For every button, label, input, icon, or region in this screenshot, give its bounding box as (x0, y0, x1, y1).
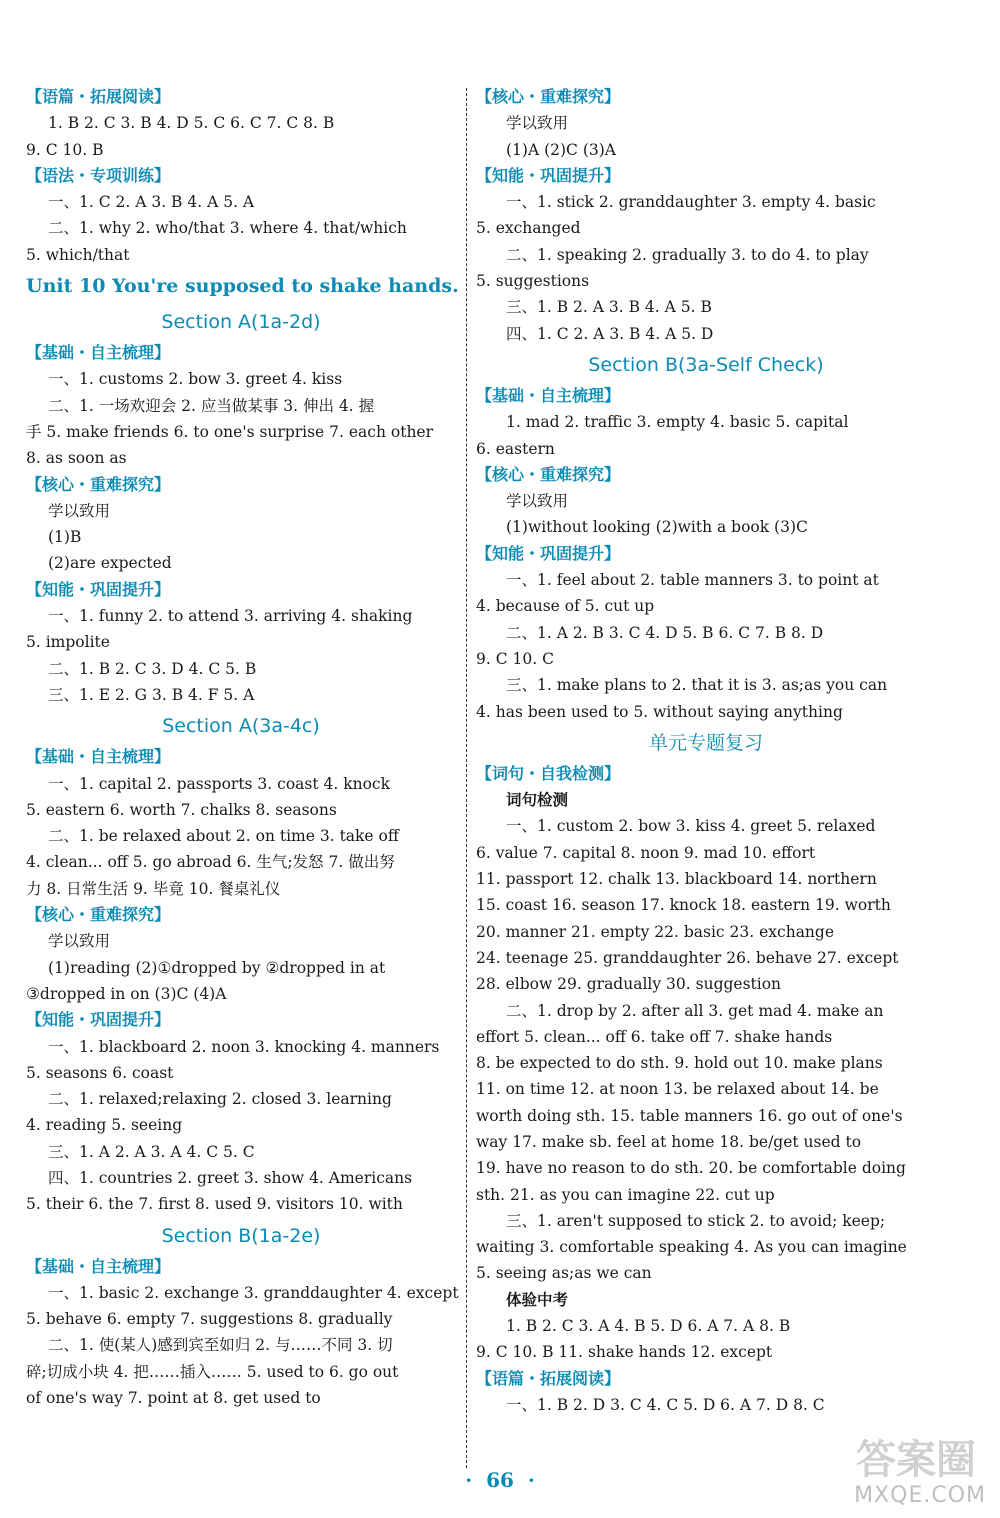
answer-line: 4. because of 5. cut up (476, 597, 655, 616)
answer-line: 11. on time 12. at noon 13. be relaxed about 14. be (476, 1080, 879, 1099)
answer-line: 力 8. 日常生活 9. 毕竟 10. 餐桌礼仪 (26, 879, 281, 898)
answer-line: 二、1. be relaxed about 2. on time 3. take off (48, 827, 399, 846)
section-heading: 【核心・重难探究】 (26, 905, 171, 925)
answer-line: 二、1. 使(某人)感到宾至如归 2. 与……不同 3. 切 (48, 1336, 393, 1355)
answer-line: 三、1. B 2. A 3. B 4. A 5. B (506, 298, 712, 317)
answer-line: 一、1. capital 2. passports 3. coast 4. knock (48, 774, 391, 793)
section-heading: 【核心・重难探究】 (476, 464, 621, 484)
answer-line: 词句检测 (506, 790, 569, 810)
answer-line: 6. value 7. capital 8. noon 9. mad 10. effort (476, 843, 816, 862)
answer-line: 学以致用 (506, 114, 569, 133)
section-title: Section A(1a-2d) (161, 311, 321, 334)
section-heading: 【知能・巩固提升】 (476, 165, 621, 185)
section-heading: 【语篇・拓展阅读】 (26, 87, 171, 106)
answer-line: 5. seasons 6. coast (26, 1063, 174, 1082)
answer-line: 9. C 10. B 11. shake hands 12. except (476, 1343, 773, 1362)
section-heading: 【核心・重难探究】 (476, 87, 621, 106)
answer-line: 4. has been used to 5. without saying anything (476, 702, 843, 721)
section-heading: 【语篇・拓展阅读】 (476, 1368, 621, 1388)
answer-line: 一、1. stick 2. granddaughter 3. empty 4. basic (506, 193, 876, 212)
answer-line: 一、1. customs 2. bow 3. greet 4. kiss (48, 370, 343, 389)
answer-line: 一、1. B 2. D 3. C 4. C 5. D 6. A 7. D 8. C (506, 1395, 825, 1414)
section-heading: 【知能・巩固提升】 (26, 1010, 171, 1030)
answer-line: 二、1. relaxed;relaxing 2. closed 3. learning (48, 1090, 392, 1109)
answer-line: 9. C 10. C (476, 649, 554, 668)
column-divider (466, 88, 467, 1468)
answer-line: 四、1. countries 2. greet 3. show 4. Americans (48, 1168, 413, 1187)
answer-line: 5. exchanged (476, 219, 581, 238)
answer-line: 19. have no reason to do sth. 20. be comfortable doing (476, 1159, 906, 1178)
answer-line: way 17. make sb. feel at home 18. be/get used to (476, 1132, 862, 1151)
answer-line: effort 5. clean... off 6. take off 7. shake hands (476, 1027, 833, 1046)
answer-line: 1. mad 2. traffic 3. empty 4. basic 5. capital (506, 413, 849, 432)
answer-line: 二、1. A 2. B 3. C 4. D 5. B 6. C 7. B 8. D (506, 623, 824, 642)
answer-line: 学以致用 (48, 932, 111, 951)
watermark-logo: 答案圈 (856, 1437, 976, 1483)
answer-line: 15. coast 16. season 17. knock 18. eastern 19. worth (476, 896, 891, 915)
section-title: Section B(1a-2e) (161, 1224, 321, 1247)
answer-line: 二、1. drop by 2. after all 3. get mad 4. make an (506, 1001, 884, 1020)
answer-line: 四、1. C 2. A 3. B 4. A 5. D (506, 324, 714, 343)
section-title: 单元专题复习 (648, 731, 763, 754)
answer-line: 一、1. funny 2. to attend 3. arriving 4. shaking (48, 607, 413, 626)
answer-line: 二、1. B 2. C 3. D 4. C 5. B (48, 659, 257, 678)
section-heading: 【核心・重难探究】 (26, 474, 171, 494)
answer-line: 一、1. blackboard 2. noon 3. knocking 4. manners (48, 1037, 440, 1056)
answer-line: 一、1. basic 2. exchange 3. granddaughter 4. except (48, 1283, 459, 1302)
answer-line: 三、1. aren't supposed to stick 2. to avoid; keep; (506, 1211, 886, 1230)
answer-line: 5. behave 6. empty 7. suggestions 8. gradually (26, 1310, 393, 1329)
answer-line: 学以致用 (48, 501, 111, 520)
answer-line: worth doing sth. 15. table manners 16. go out of one's (476, 1106, 903, 1125)
answer-line: 6. eastern (476, 439, 555, 458)
answer-line: 5. which/that (26, 245, 130, 264)
answer-line: (2)are expected (48, 554, 172, 573)
answer-line: 三、1. E 2. G 3. B 4. F 5. A (48, 685, 255, 704)
answer-line: 手 5. make friends 6. to one's surprise 7. each other (26, 422, 434, 441)
answer-line: 5. seeing as;as we can (476, 1264, 652, 1283)
answer-line: 1. B 2. C 3. B 4. D 5. C 6. C 7. C 8. B (48, 114, 335, 133)
watermark (806, 1428, 986, 1508)
section-heading: 【语法・专项训练】 (26, 165, 171, 185)
section-title: Section A(3a-4c) (162, 715, 320, 738)
answer-line: 一、1. C 2. A 3. B 4. A 5. A (48, 193, 255, 212)
unit-title: Unit 10 You're supposed to shake hands. (26, 275, 459, 298)
section-heading: 【基础・自主梳理】 (26, 747, 171, 767)
answer-line: 碎;切成小块 4. 把……插入…… 5. used to 6. go out (26, 1362, 399, 1381)
answer-line: (1)without looking (2)with a book (3)C (506, 518, 808, 537)
answer-line: 二、1. 一场欢迎会 2. 应当做某事 3. 伸出 4. 握 (48, 396, 375, 415)
right-column (476, 84, 936, 1418)
answer-line: of one's way 7. point at 8. get used to (26, 1389, 321, 1408)
answer-line: (1)A (2)C (3)A (506, 140, 616, 159)
answer-line: 8. as soon as (26, 449, 127, 468)
answer-line: waiting 3. comfortable speaking 4. As you can imagine (476, 1238, 907, 1257)
section-heading: 【词句・自我检测】 (476, 763, 621, 783)
answer-line: 8. be expected to do sth. 9. hold out 10. make plans (476, 1054, 883, 1073)
answer-line: 1. B 2. C 3. A 4. B 5. D 6. A 7. A 8. B (506, 1317, 791, 1336)
answer-line: 5. impolite (26, 633, 110, 652)
answer-line: 4. reading 5. seeing (26, 1116, 183, 1135)
answer-line: 9. C 10. B (26, 140, 104, 159)
answer-line: 三、1. make plans to 2. that it is 3. as;as you can (506, 676, 888, 695)
page-number: · 66 · (465, 1468, 535, 1492)
answer-line: 二、1. speaking 2. gradually 3. to do 4. to play (506, 245, 869, 264)
answer-line: (1)B (48, 528, 82, 547)
section-heading: 【基础・自主梳理】 (26, 343, 171, 363)
answer-line: 5. their 6. the 7. first 8. used 9. visitors 10. with (26, 1195, 403, 1214)
answer-line: 一、1. custom 2. bow 3. kiss 4. greet 5. relaxed (506, 817, 876, 836)
answer-line: 24. teenage 25. granddaughter 26. behave 27. except (476, 948, 899, 967)
watermark-site: MXQE.COM (854, 1483, 986, 1508)
left-column (26, 84, 459, 1411)
section-heading: 【知能・巩固提升】 (26, 579, 171, 599)
answer-line: 20. manner 21. empty 22. basic 23. exchange (476, 922, 835, 941)
answer-line: 4. clean... off 5. go abroad 6. 生气;发怒 7. 做出努 (26, 853, 395, 872)
section-title: Section B(3a-Self Check) (588, 353, 824, 376)
section-heading: 【知能・巩固提升】 (476, 543, 621, 563)
section-heading: 【基础・自主梳理】 (476, 385, 621, 405)
answer-line: 11. passport 12. chalk 13. blackboard 14. northern (476, 870, 877, 889)
answer-line: 5. eastern 6. worth 7. chalks 8. seasons (26, 800, 337, 819)
answer-line: 体验中考 (506, 1289, 569, 1309)
answer-line: 三、1. A 2. A 3. A 4. C 5. C (48, 1142, 255, 1161)
section-heading: 【基础・自主梳理】 (26, 1256, 171, 1276)
answer-line: 二、1. why 2. who/that 3. where 4. that/which (48, 219, 407, 238)
answer-line: (1)reading (2)①dropped by ②dropped in at (48, 958, 386, 977)
answer-line: 28. elbow 29. gradually 30. suggestion (476, 975, 782, 994)
answer-line: sth. 21. as you can imagine 22. cut up (476, 1185, 775, 1204)
answer-line: ③dropped in on (3)C (4)A (26, 984, 227, 1003)
answer-line: 5. suggestions (476, 272, 590, 291)
answer-line: 学以致用 (506, 492, 569, 511)
answer-line: 一、1. feel about 2. table manners 3. to point at (506, 571, 879, 590)
